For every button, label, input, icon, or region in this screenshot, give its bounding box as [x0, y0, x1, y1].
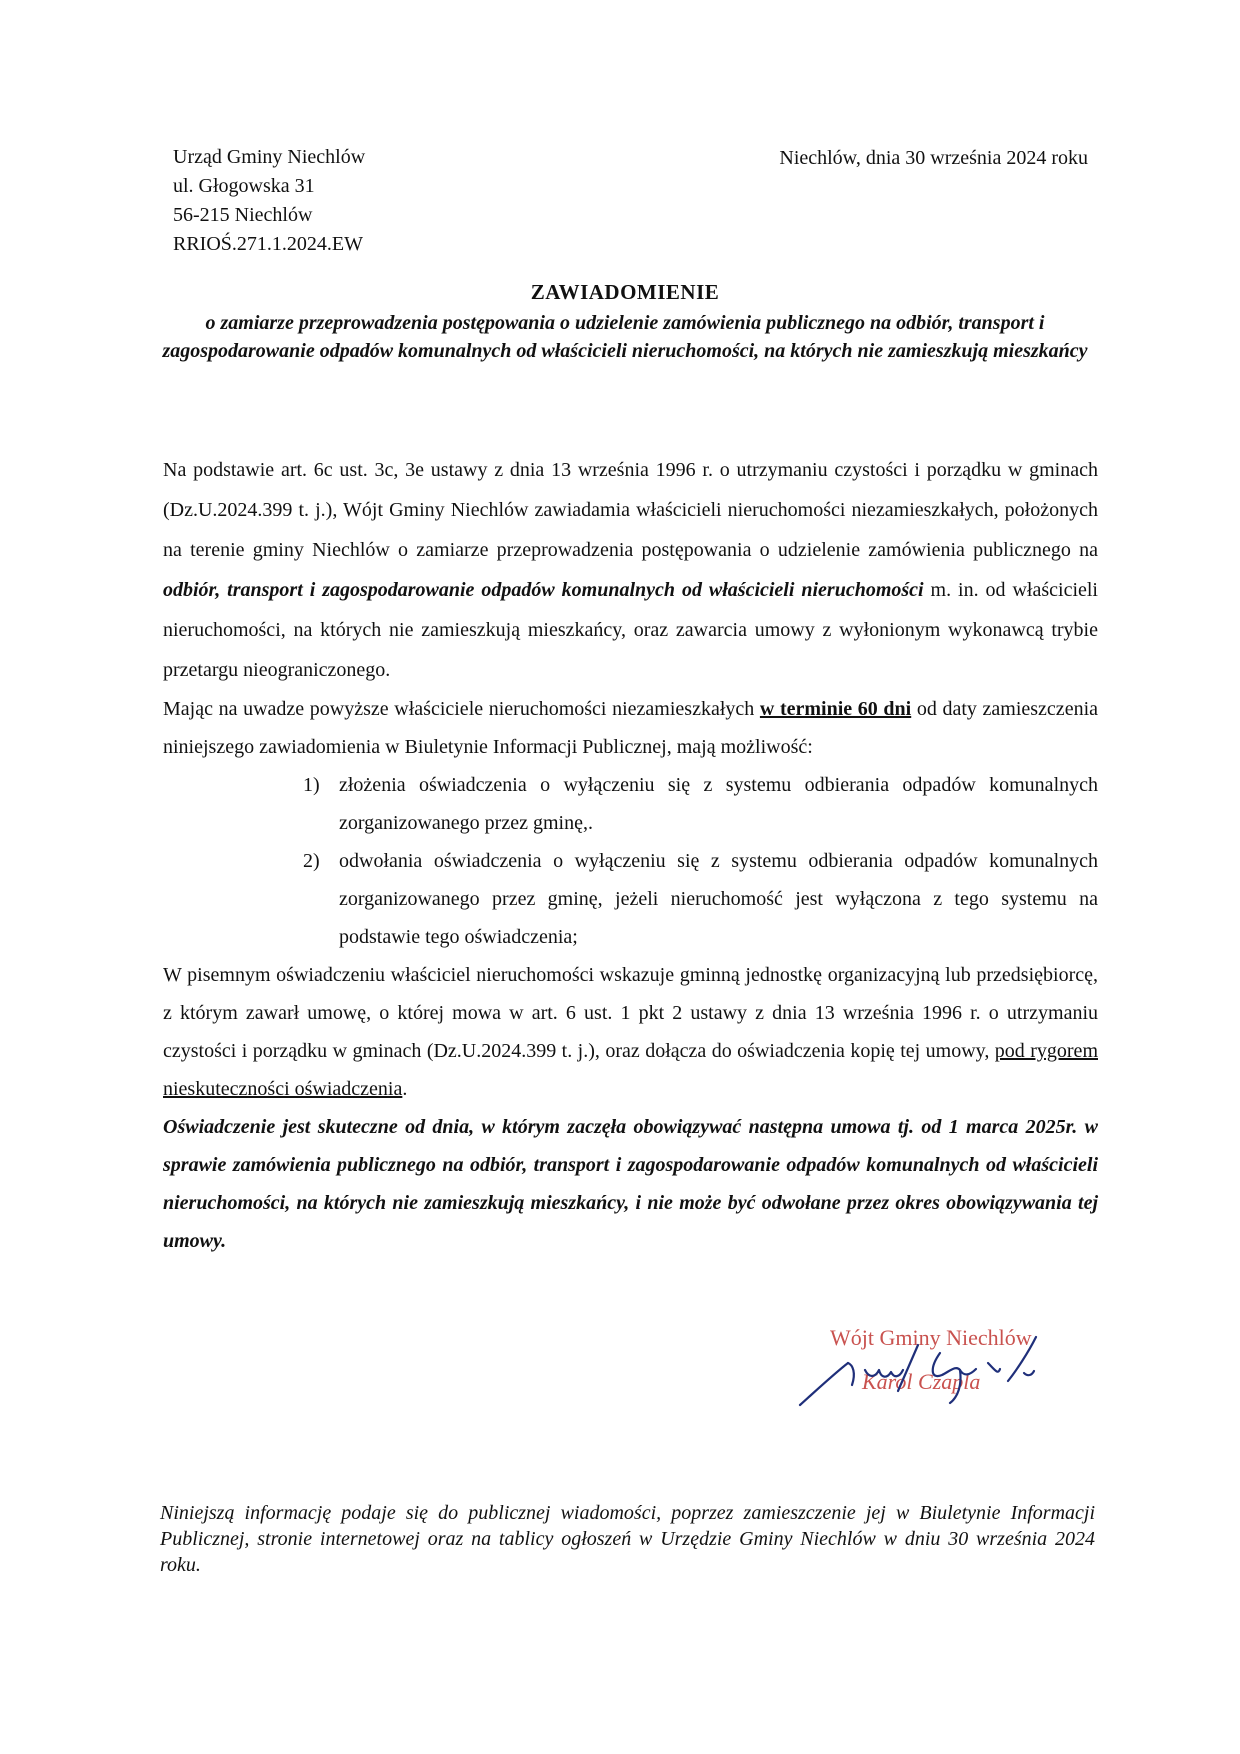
document-heading: [160, 280, 1090, 365]
official-stamp-name: Karol Czapla: [862, 1369, 981, 1394]
paragraph-text: W pisemnym oświadczeniu właściciel nieruchomości wskazuje gminną jednostkę organizacyjną lub przedsiębiorcę, z którym zawarł umowę, o której mowa w art. 6 ust. 1 pkt 2 ustawy z dnia 13 września 1996 r. o utrzymaniu czystości i porządku w gminach (Dz.U.2024.399 t. j.), oraz dołącza do oświadczenia kopię tej umowy,: [163, 964, 1098, 1062]
document-subtitle: o zamiarze przeprowadzenia postępowania o udzielenie zamówienia publicznego na odbiór, transport i zagospodarowanie odpadów komunalnych od właścicieli nieruchomości, na których nie zamieszkują mieszkańcy: [162, 312, 1088, 362]
paragraph-text: Na podstawie art. 6c ust. 3c, 3e ustawy z dnia 13 września 1996 r. o utrzymaniu czystości i porządku w gminach (Dz.U.2024.399 t. j.), Wójt Gminy Niechlów zawiadamia właścicieli nieruchomości niezamieszkałych, położonych na terenie gminy Niechlów o zamiarze przeprowadzenia postępowania o udzielenie zamówienia publicznego na: [163, 459, 1098, 561]
deadline-paragraph: [163, 690, 1098, 766]
handwritten-signature-icon: [790, 1325, 1090, 1420]
options-list: [303, 766, 1098, 956]
list-item-text: złożenia oświadczenia o wyłączeniu się z systemu odbierania odpadów komunalnych zorganizowanego przez gminę,.: [339, 774, 1098, 834]
sender-street: ul. Głogowska 31: [173, 175, 315, 197]
list-item-number: 1): [303, 774, 320, 796]
sender-address: [173, 143, 365, 259]
list-item-number: 2): [303, 850, 320, 872]
statement-requirements-paragraph: [163, 956, 1098, 1108]
effective-date-paragraph: Oświadczenie jest skuteczne od dnia, w którym zaczęła obowiązywać następna umowa tj. od 1 marca 2025r. w sprawie zamówienia publicznego na odbiór, transport i zagospodarowanie odpadów komunalnych od właścicieli nieruchomości, na których nie zamieszkują mieszkańcy, i nie może być odwołane przez okres obowiązywania tej umowy.: [163, 1116, 1098, 1252]
paragraph-text: od daty zamieszczenia niniejszego zawiadomienia w Biuletynie Informacji Publicznej, mają możliwość:: [163, 698, 1098, 758]
paragraph-text: m. in. od właścicieli nieruchomości, na których nie zamieszkują mieszkańcy, oraz zawarcia umowy z wyłonionym wykonawcą trybie przetargu nieograniczonego.: [163, 579, 1098, 681]
signature-block: [790, 1325, 1090, 1420]
paragraph-text: Mając na uwadze powyższe właściciele nieruchomości niezamieszkałych: [163, 698, 760, 720]
official-stamp-title: Wójt Gminy Niechlów: [830, 1325, 1032, 1350]
paragraph-text: .: [402, 1078, 408, 1100]
list-item: [303, 766, 1098, 842]
list-item-text: odwołania oświadczenia o wyłączeniu się z systemu odbierania odpadów komunalnych zorganizowanego przez gminę, jeżeli nieruchomość jest wyłączona z tego systemu na podstawie tego oświadczenia;: [339, 850, 1098, 948]
deadline-emphasis: w terminie 60 dni: [759, 698, 912, 720]
document-body: [163, 450, 1098, 1260]
reference-number: RRIOŚ.271.1.2024.EW: [173, 233, 363, 255]
document-title: ZAWIADOMIENIE: [530, 280, 720, 304]
publication-notice: Niniejszą informację podaje się do publicznej wiadomości, poprzez zamieszczenie jej w Biuletynie Informacji Publicznej, stronie internetowej oraz na tablicy ogłoszeń w Urzędzie Gminy Niechlów w dniu 30 września 2024 roku.: [160, 1502, 1095, 1576]
emphasized-phrase: odbiór, transport i zagospodarowanie odpadów komunalnych od właścicieli nieruchomości: [163, 579, 924, 601]
sender-postal-city: 56-215 Niechlów: [173, 204, 313, 226]
place-and-date: Niechlów, dnia 30 września 2024 roku: [779, 147, 1088, 169]
list-item: [303, 842, 1098, 956]
legal-basis-paragraph: [163, 450, 1098, 690]
underlined-phrase: pod rygorem nieskuteczności oświadczenia: [163, 1040, 1098, 1100]
sender-office-name: Urząd Gminy Niechlów: [173, 146, 366, 168]
